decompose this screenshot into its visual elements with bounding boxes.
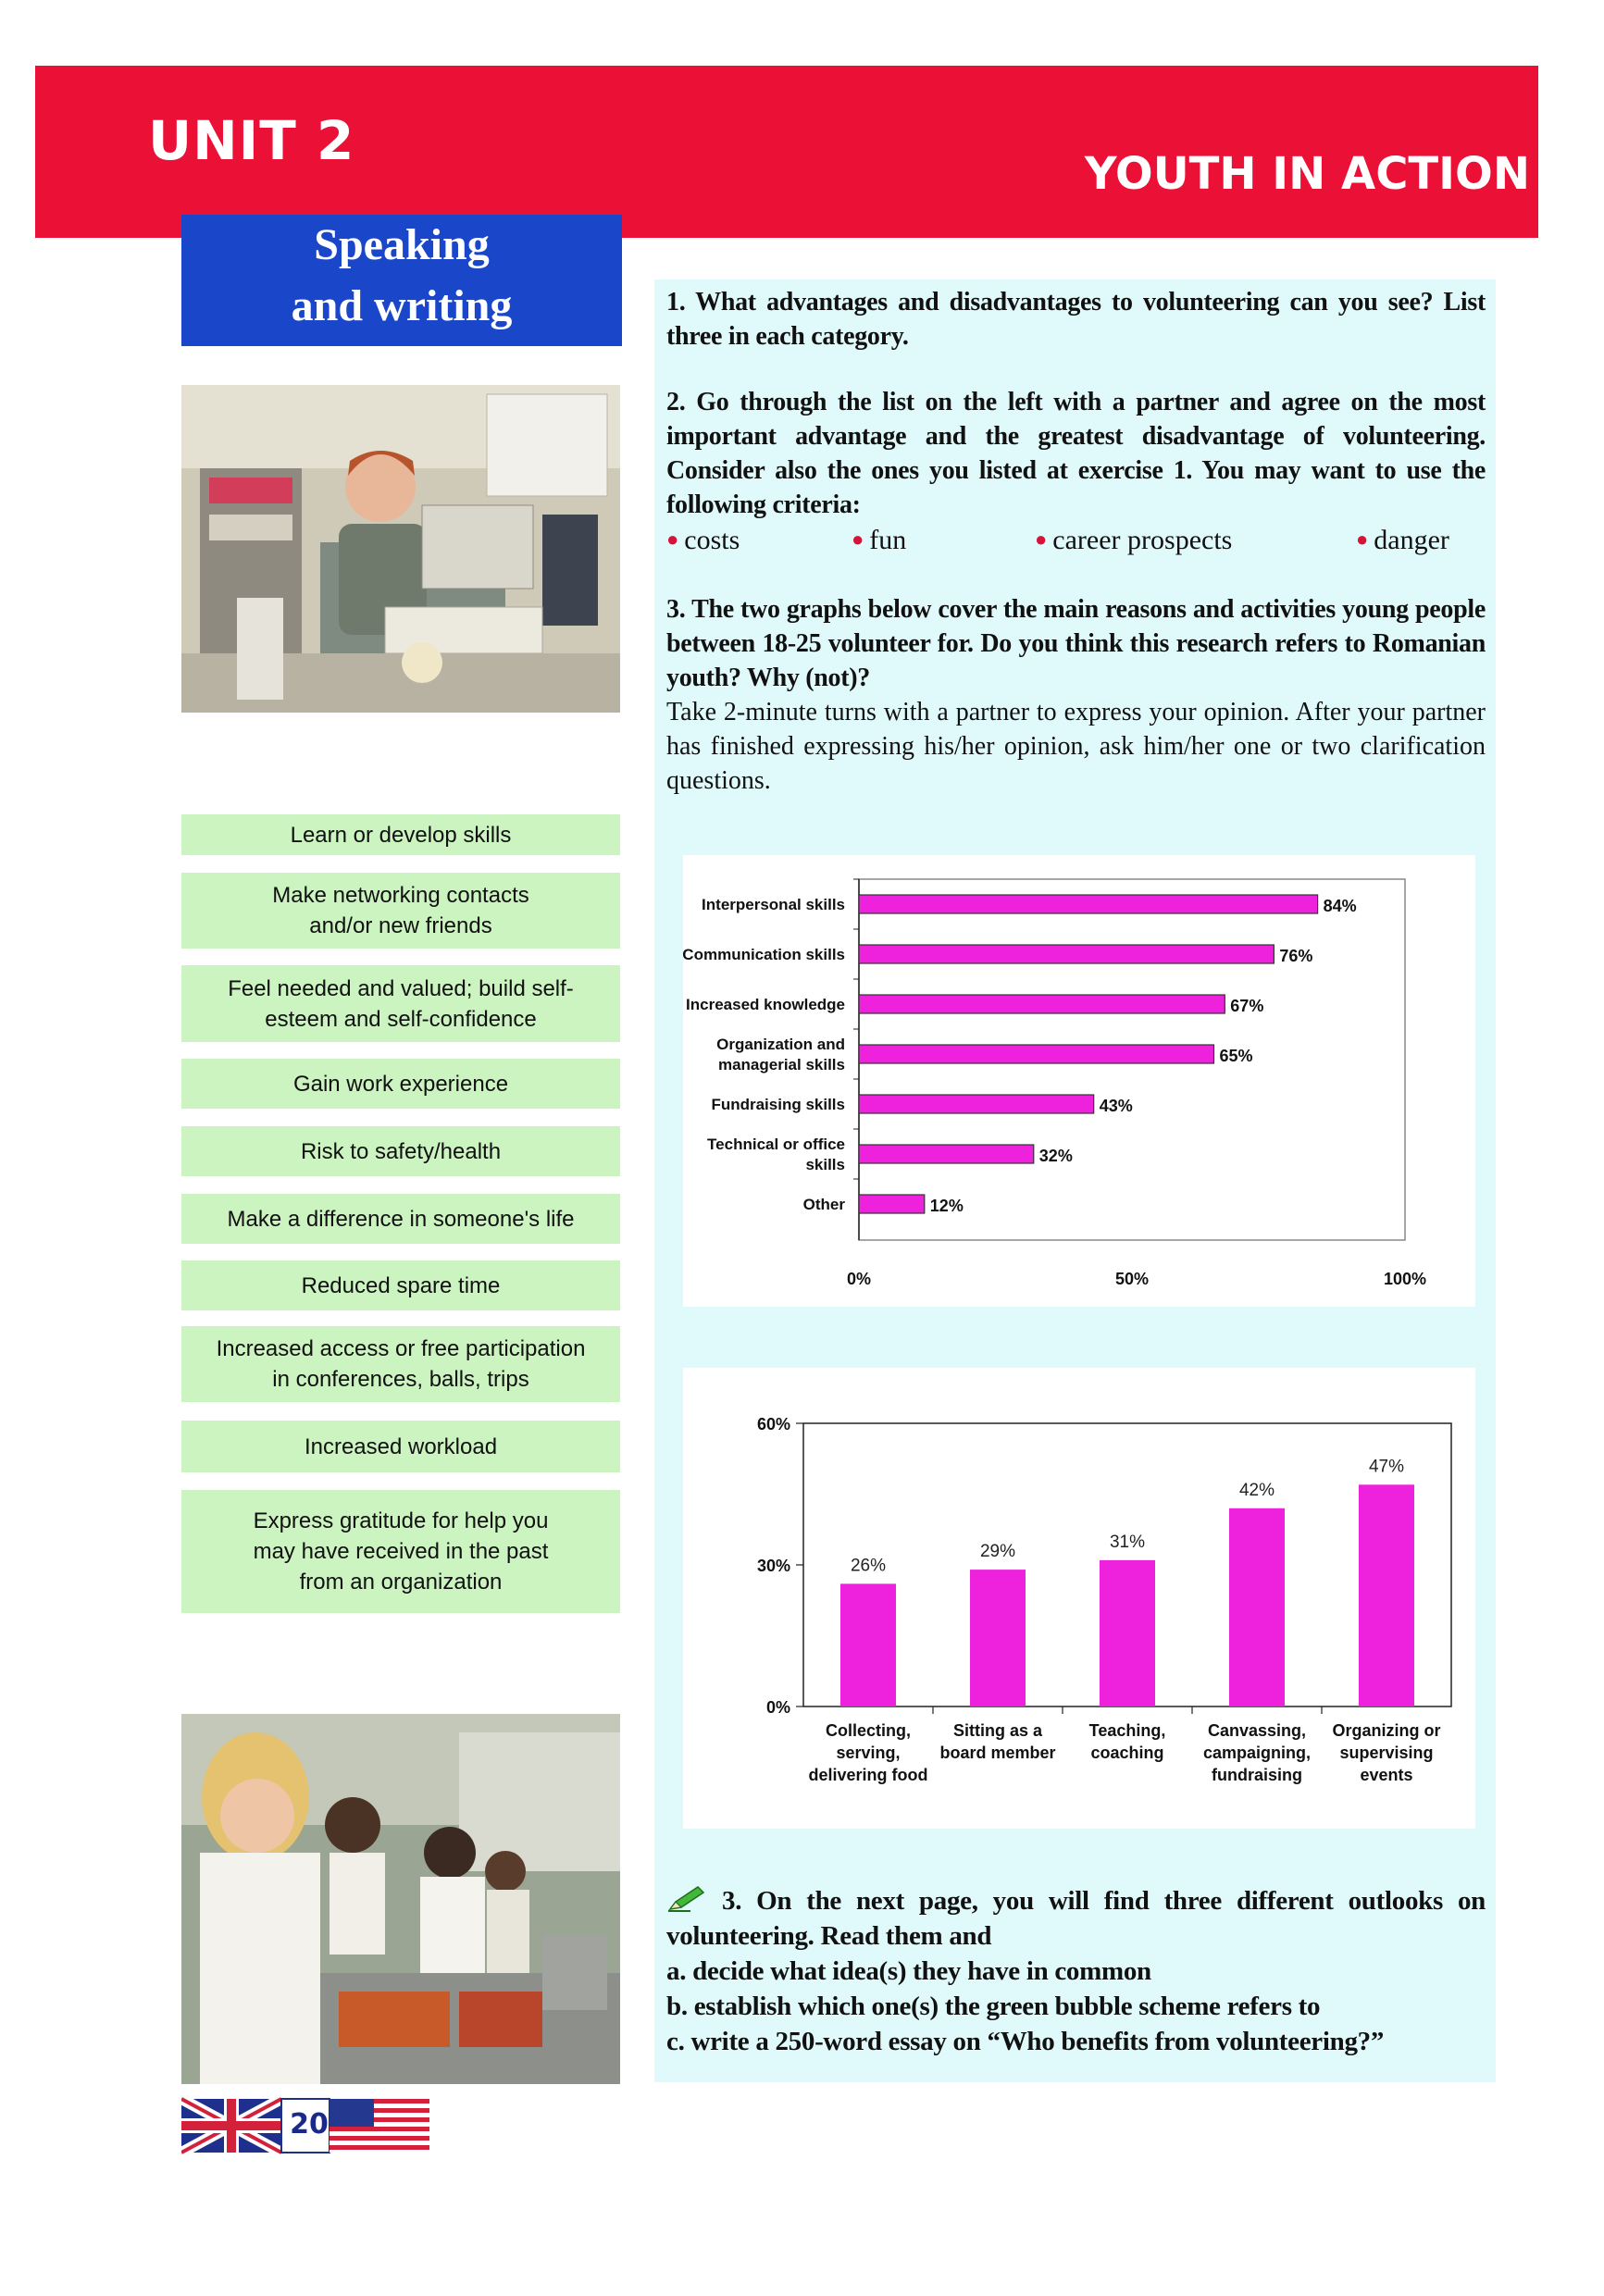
chart2-y-tick-label: 30% [756, 1557, 790, 1575]
list-item-work-experience: Gain work experience [181, 1059, 620, 1109]
speaking-writing-banner [181, 215, 622, 346]
kitchen-photo [181, 1714, 620, 2084]
list-item-networking: Make networking contacts and/or new friends [181, 873, 620, 949]
list-item-increased-access: Increased access or free participation in conferences, balls, trips [181, 1326, 620, 1402]
activities-chart-svg [683, 1368, 1475, 1829]
chart1-bar [859, 1095, 1094, 1113]
chart1-bar [859, 995, 1225, 1013]
chart2-bar [840, 1583, 896, 1706]
chart1-bar [859, 1145, 1034, 1163]
chart1-bar [859, 895, 1318, 913]
chart2-value-label: 42% [1238, 1480, 1275, 1500]
us-flag-icon [330, 2099, 429, 2153]
criterion-fun: ● fun [852, 525, 907, 555]
chart2-bar [1229, 1508, 1285, 1706]
chart2-category-label: Sitting as a board member [939, 1721, 1056, 1762]
chart1-value-label: 65% [1219, 1047, 1253, 1065]
chart2-category-label: Organizing or supervising events [1332, 1721, 1441, 1784]
writing-task-b: b. establish which one(s) the green bubble scheme refers to [666, 1992, 1321, 2021]
pencil-icon [666, 1885, 707, 1913]
question-2: 2. Go through the list on the left with a partner and agree on the most important advantage and the greatest disadvantage of volunteering. Consider also the ones you listed at exercise 1. You may want to use the following criteria: [666, 388, 1486, 519]
chart1-x-tick-label: 100% [1383, 1270, 1427, 1288]
chart1-value-label: 43% [1099, 1097, 1133, 1115]
office-photo-illustration [181, 385, 620, 713]
chart1-value-label: 67% [1230, 997, 1264, 1015]
chart2-value-label: 31% [1109, 1532, 1146, 1552]
chart1-value-label: 32% [1038, 1147, 1073, 1165]
list-item-reduced-spare-time: Reduced spare time [181, 1260, 620, 1310]
chart2-value-label: 47% [1368, 1457, 1405, 1477]
office-photo [181, 385, 620, 713]
question-1: 1. What advantages and disadvantages to volunteering can you see? List three in each category. [666, 288, 1486, 351]
chart1-x-tick-label: 0% [846, 1270, 872, 1288]
chart2-value-label: 26% [850, 1556, 887, 1576]
chart1-x-tick-label: 50% [1114, 1270, 1150, 1288]
chart1-category-label: Communication skills [683, 946, 845, 963]
banner-line-1: Speaking [314, 220, 490, 269]
chart2-bar [1100, 1560, 1155, 1706]
list-item-increased-workload: Increased workload [181, 1421, 620, 1472]
chart2-category-label: Canvassing, campaigning, fundraising [1202, 1721, 1312, 1784]
question-3: 3. The two graphs below cover the main reasons and activities young people between 18-25 volunteer for. Do you think this research refers to Romanian youth? Why (not)? Take 2-minute turns with a partner to express your opinion. After your partner has finished expressing his/her opinion, ask him/her one or two clarification questions. [666, 592, 1486, 798]
list-item-risk-safety: Risk to safety/health [181, 1126, 620, 1176]
list-item-feel-needed: Feel needed and valued; build self- esteem and self-confidence [181, 965, 620, 1042]
chart1-category-label: Interpersonal skills [702, 896, 845, 913]
activities-chart [683, 1368, 1475, 1829]
list-item-learn-skills: Learn or develop skills [181, 814, 620, 855]
criterion-costs: ● costs [666, 525, 740, 555]
chart2-y-tick-label: 60% [756, 1415, 790, 1433]
question-3-instructions: Take 2-minute turns with a partner to express your opinion. After your partner has finished expressing his/her opinion, ask him/her one or two clarification questions. [666, 698, 1486, 795]
writing-task-a: a. decide what idea(s) they have in common [666, 1956, 1151, 1986]
list-item-make-difference: Make a difference in someone's life [181, 1194, 620, 1244]
skills-chart-svg [683, 855, 1475, 1307]
chart1-category-label: Organization and managerial skills [716, 1036, 845, 1074]
writing-task [666, 1883, 1486, 2059]
chart1-bar [859, 1045, 1214, 1063]
chart2-category-label: Collecting, serving, delivering food [808, 1721, 928, 1784]
chart2-bar [1359, 1484, 1414, 1706]
chart1-value-label: 12% [929, 1197, 964, 1215]
section-title: YOUTH IN ACTION [1084, 148, 1530, 200]
uk-flag-icon [181, 2099, 281, 2153]
criterion-career-prospects: ● career prospects [1035, 525, 1233, 555]
unit-title: UNIT 2 [148, 109, 355, 172]
chart1-value-label: 76% [1279, 947, 1313, 965]
chart1-bar [859, 945, 1274, 963]
kitchen-photo-illustration [181, 1714, 620, 2084]
writing-task-intro: 3. On the next page, you will find three different outlooks on volunteering. Read them and [666, 1886, 1486, 1951]
chart1-category-label: Increased knowledge [686, 996, 845, 1013]
criteria-list [666, 525, 1486, 562]
chart2-y-tick-label: 0% [765, 1698, 790, 1717]
chart2-value-label: 29% [979, 1542, 1016, 1562]
banner-line-2: and writing [291, 281, 513, 330]
chart1-value-label: 84% [1323, 897, 1357, 915]
chart1-bar [859, 1195, 925, 1213]
skills-chart [683, 855, 1475, 1307]
chart2-bar [970, 1570, 1026, 1706]
chart2-category-label: Teaching, coaching [1088, 1721, 1166, 1762]
chart1-category-label: Fundraising skills [711, 1096, 845, 1113]
criterion-danger: ● danger [1356, 525, 1449, 555]
bullet-icon: ● [1356, 527, 1369, 551]
chart1-category-label: Other [802, 1196, 845, 1213]
page-number: 20 [290, 2108, 329, 2141]
bullet-icon: ● [1035, 527, 1048, 551]
chart1-category-label: Technical or office skills [707, 1136, 845, 1173]
list-item-express-gratitude: Express gratitude for help you may have received in the past from an organization [181, 1490, 620, 1613]
writing-task-c: c. write a 250-word essay on “Who benefits from volunteering?” [666, 2027, 1385, 2056]
bullet-icon: ● [852, 527, 864, 551]
bullet-icon: ● [666, 527, 679, 551]
